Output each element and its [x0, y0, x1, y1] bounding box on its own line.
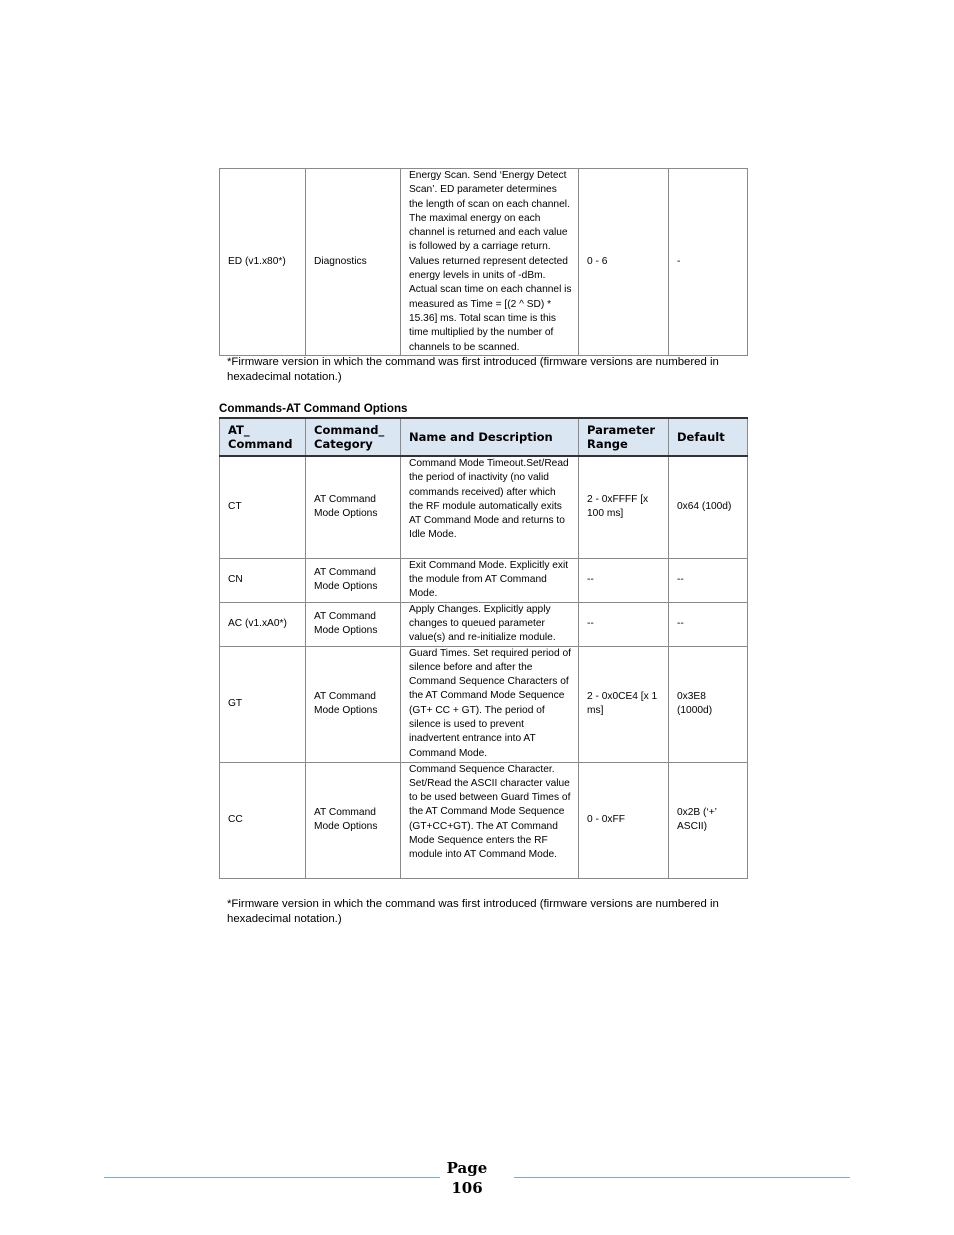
default-cell: -- — [669, 602, 748, 646]
default-cell: - — [669, 169, 748, 356]
range-cell: -- — [579, 558, 669, 602]
range-cell: 0 - 6 — [579, 169, 669, 356]
description-cell: Apply Changes. Explicitly apply changes to queued parameter value(s) and re-initialize module. — [401, 602, 579, 646]
firmware-footnote: *Firmware version in which the command was first introduced (firmware versions are numbered in hexadecimal notation.) — [227, 356, 719, 383]
description-cell: Guard Times. Set required period of silence before and after the Command Sequence Characters of the AT Command Mode Sequence (GT+ CC + GT). The period of silence is used to prevent inadvertent entrance into AT Command Mode. — [401, 646, 579, 762]
default-cell: 0x2B (‘+’ ASCII) — [669, 762, 748, 878]
command-cell: GT — [220, 646, 306, 762]
command-cell: CC — [220, 762, 306, 878]
category-cell: Diagnostics — [306, 169, 401, 356]
command-cell: CN — [220, 558, 306, 602]
table-row — [220, 169, 748, 356]
category-cell: AT Command Mode Options — [306, 646, 401, 762]
firmware-footnote: *Firmware version in which the command was first introduced (firmware versions are numbered in hexadecimal notation.) — [227, 898, 719, 925]
command-cell: ED (v1.x80*) — [220, 169, 306, 356]
page-number: Page 106 — [446, 1159, 488, 1197]
description-cell: Command Sequence Character. Set/Read the ASCII character value to be used between Guard Times of the AT Command Mode Sequence (GT+CC+GT). The AT Command Mode Sequence enters the RF module into AT Command Mode. — [401, 762, 579, 878]
description-cell: Command Mode Timeout.Set/Read the period of inactivity (no valid commands received) after which the RF module automatically exits AT Command Mode and returns to Idle Mode. — [401, 456, 579, 558]
default-cell: 0x3E8 (1000d) — [669, 646, 748, 762]
header-command: AT_ Command — [220, 418, 306, 456]
table-row — [220, 646, 748, 762]
table-row — [220, 456, 748, 558]
table-row — [220, 762, 748, 878]
command-cell: AC (v1.xA0*) — [220, 602, 306, 646]
command-cell: CT — [220, 456, 306, 558]
range-cell: -- — [579, 602, 669, 646]
category-cell: AT Command Mode Options — [306, 456, 401, 558]
header-category: Command_ Category — [306, 418, 401, 456]
table-row — [220, 558, 748, 602]
footer-rule-right — [514, 1177, 850, 1178]
table-row — [220, 602, 748, 646]
range-cell: 0 - 0xFF — [579, 762, 669, 878]
table-caption: Commands-AT Command Options — [219, 402, 408, 415]
footer-rule-left — [104, 1177, 440, 1178]
energy-scan-table — [219, 168, 748, 356]
description-cell: Energy Scan. Send ‘Energy Detect Scan’. ED parameter determines the length of scan on each channel. The maximal energy on each channel is returned and each value is followed by a carriage return. Values returned represent detected energy levels in units of -dBm. Actual scan time on each channel is measured as Time = [(2 ^ SD) * 15.36] ms. Total scan time is this time multiplied by the number of channels to be scanned. — [401, 169, 579, 356]
at-command-options-table — [219, 417, 748, 879]
category-cell: AT Command Mode Options — [306, 558, 401, 602]
default-cell: 0x64 (100d) — [669, 456, 748, 558]
description-cell: Exit Command Mode. Explicitly exit the module from AT Command Mode. — [401, 558, 579, 602]
header-default: Default — [669, 418, 748, 456]
category-cell: AT Command Mode Options — [306, 602, 401, 646]
default-cell: -- — [669, 558, 748, 602]
table-header-row — [220, 418, 748, 456]
range-cell: 2 - 0xFFFF [x 100 ms] — [579, 456, 669, 558]
header-range: Parameter Range — [579, 418, 669, 456]
header-description: Name and Description — [401, 418, 579, 456]
category-cell: AT Command Mode Options — [306, 762, 401, 878]
range-cell: 2 - 0x0CE4 [x 1 ms] — [579, 646, 669, 762]
